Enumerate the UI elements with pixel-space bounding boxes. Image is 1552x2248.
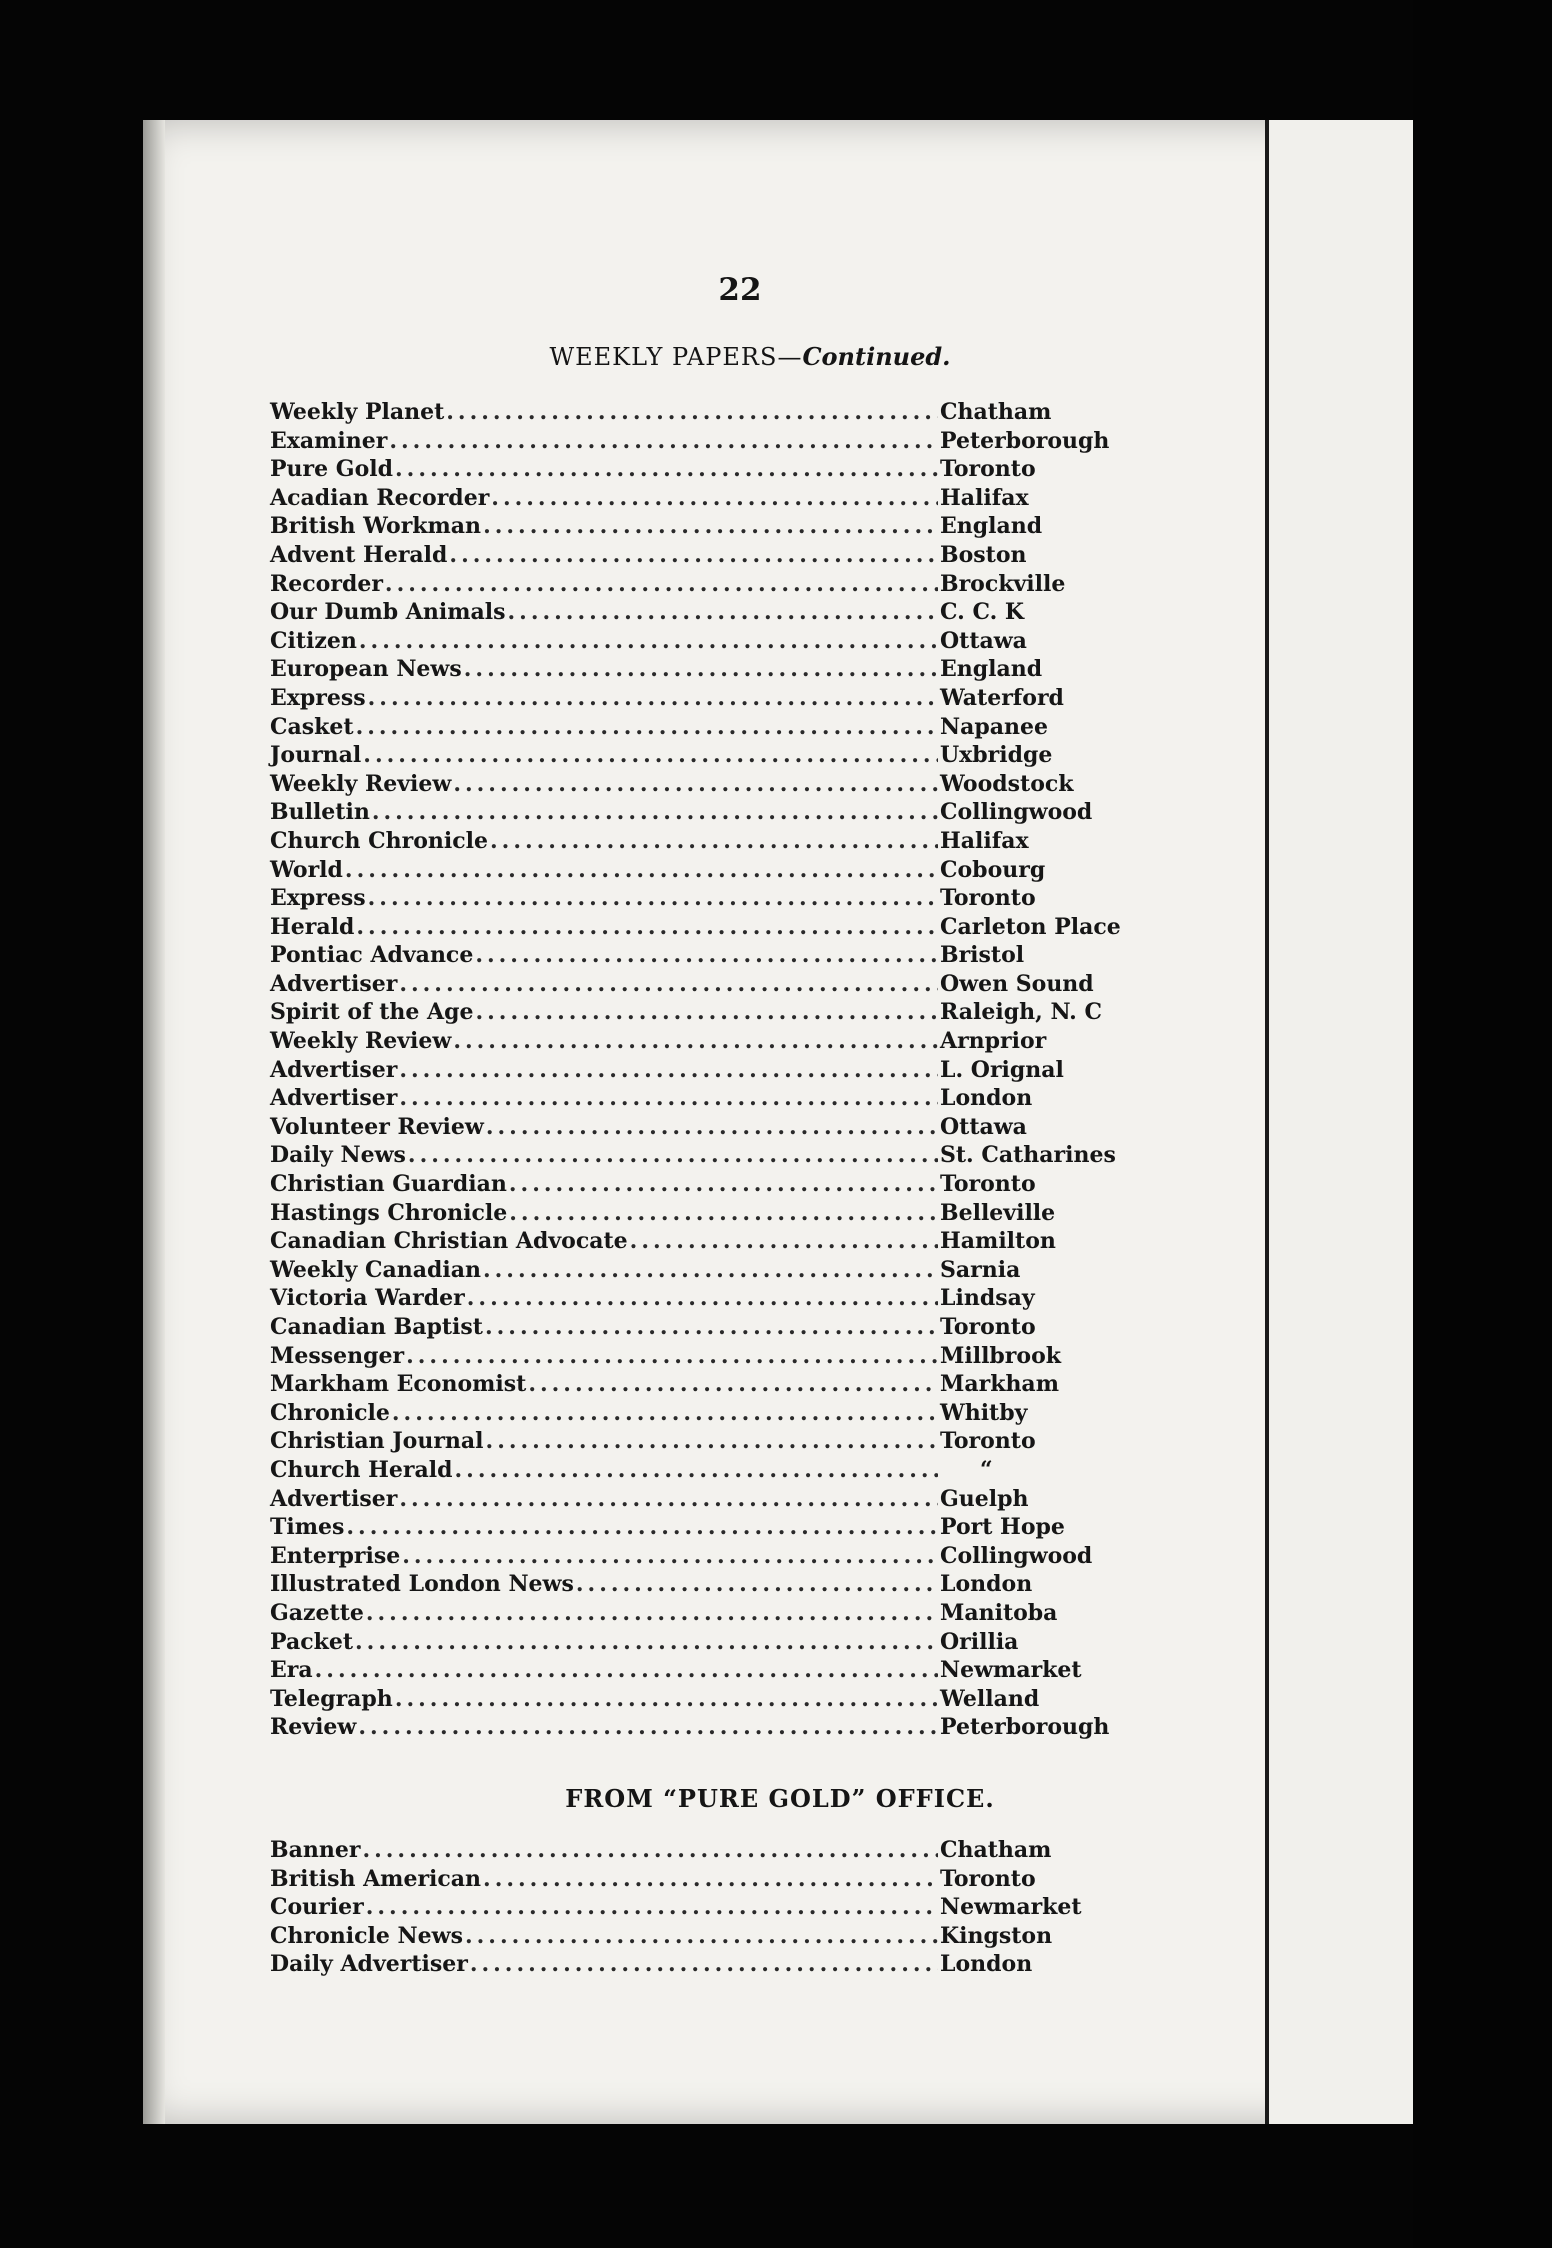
paper-name: Church Herald bbox=[270, 1456, 453, 1483]
paper-row bbox=[270, 1628, 1150, 1657]
paper-row bbox=[270, 1370, 1150, 1399]
paper-row bbox=[270, 1599, 1150, 1628]
paper-row bbox=[270, 570, 1150, 599]
paper-name: Bulletin bbox=[270, 799, 370, 826]
leader-dots bbox=[315, 1656, 938, 1685]
leader-dots bbox=[485, 1313, 938, 1342]
paper-row bbox=[270, 655, 1150, 684]
leader-dots bbox=[399, 1485, 938, 1514]
paper-place: Toronto bbox=[940, 456, 1036, 483]
paper-name: Advertiser bbox=[270, 1485, 398, 1512]
leader-dots bbox=[453, 770, 938, 799]
paper-row bbox=[270, 998, 1150, 1027]
paper-place: England bbox=[940, 656, 1043, 683]
heading-main: WEEKLY PAPERS— bbox=[549, 343, 803, 371]
paper-name: Examiner bbox=[270, 427, 388, 454]
office-paper-row bbox=[270, 1865, 1150, 1894]
paper-name: Christian Guardian bbox=[270, 1171, 507, 1198]
paper-name: Daily News bbox=[270, 1142, 406, 1169]
paper-name: Chronicle bbox=[270, 1399, 390, 1426]
leader-dots bbox=[368, 684, 938, 713]
leader-dots bbox=[366, 1893, 938, 1922]
leader-dots bbox=[491, 484, 938, 513]
leader-dots bbox=[490, 827, 938, 856]
paper-place: Collingwood bbox=[940, 1542, 1093, 1569]
paper-place: C. C. K bbox=[940, 599, 1025, 626]
paper-row bbox=[270, 1170, 1150, 1199]
paper-row bbox=[270, 941, 1150, 970]
office-paper-row bbox=[270, 1893, 1150, 1922]
paper-row bbox=[270, 1141, 1150, 1170]
paper-name: Recorder bbox=[270, 570, 383, 597]
paper-place: Toronto bbox=[940, 1314, 1036, 1340]
paper-name: Illustrated London News bbox=[270, 1571, 574, 1598]
leader-dots bbox=[483, 1256, 938, 1285]
leader-dots bbox=[385, 570, 938, 599]
paper-name: Times bbox=[270, 1514, 345, 1541]
paper-name: Herald bbox=[270, 913, 355, 940]
paper-row bbox=[270, 1399, 1150, 1428]
leader-dots bbox=[470, 1950, 938, 1979]
paper-place: Bristol bbox=[940, 942, 1025, 969]
paper-row bbox=[270, 455, 1150, 484]
paper-name: Canadian Christian Advocate bbox=[270, 1228, 628, 1255]
leader-dots bbox=[630, 1227, 938, 1256]
paper-place: Peterborough bbox=[940, 1714, 1110, 1741]
paper-row bbox=[270, 856, 1150, 885]
paper-row bbox=[270, 1542, 1150, 1571]
paper-place: Raleigh, N. C bbox=[940, 999, 1102, 1026]
paper-place: Halifax bbox=[940, 484, 1029, 511]
facing-page-edge bbox=[1265, 120, 1417, 2124]
paper-name: Gazette bbox=[270, 1599, 364, 1626]
paper-place: Toronto bbox=[940, 1865, 1036, 1892]
paper-place: Chatham bbox=[940, 1837, 1052, 1863]
paper-name: Chronicle News bbox=[270, 1922, 463, 1949]
leader-dots bbox=[509, 1199, 938, 1228]
leader-dots bbox=[399, 1056, 938, 1085]
leader-dots bbox=[372, 798, 938, 827]
paper-row bbox=[270, 913, 1150, 942]
office-paper-row bbox=[270, 1922, 1150, 1951]
paper-row bbox=[270, 427, 1150, 456]
paper-place: Kingston bbox=[940, 1922, 1053, 1949]
heading-continued: Continued. bbox=[802, 342, 951, 371]
paper-place: Woodstock bbox=[940, 770, 1074, 797]
paper-row bbox=[270, 1570, 1150, 1599]
paper-place: Ottawa bbox=[940, 1113, 1027, 1140]
paper-place: London bbox=[940, 1951, 1033, 1978]
paper-name: Pontiac Advance bbox=[270, 942, 474, 969]
page-number: 22 bbox=[718, 272, 762, 308]
leader-dots bbox=[465, 1922, 938, 1951]
leader-dots bbox=[475, 941, 938, 970]
paper-row bbox=[270, 598, 1150, 627]
paper-name: Weekly Planet bbox=[270, 399, 445, 425]
paper-name: Telegraph bbox=[270, 1685, 393, 1712]
paper-place: Toronto bbox=[940, 1428, 1036, 1455]
paper-place: Arnprior bbox=[940, 1028, 1047, 1055]
paper-place: Guelph bbox=[940, 1485, 1029, 1512]
pure-gold-office-list bbox=[270, 1836, 1150, 1979]
leader-dots bbox=[395, 455, 938, 484]
paper-name: Our Dumb Animals bbox=[270, 599, 506, 626]
paper-name: Weekly Review bbox=[270, 1028, 452, 1055]
leader-dots bbox=[399, 970, 938, 999]
paper-name: Express bbox=[270, 885, 366, 912]
paper-name: Victoria Warder bbox=[270, 1285, 465, 1312]
paper-name: Journal bbox=[270, 742, 362, 769]
paper-place: Chatham bbox=[940, 399, 1052, 425]
paper-place: Ottawa bbox=[940, 627, 1027, 654]
leader-dots bbox=[392, 1399, 938, 1428]
leader-dots bbox=[446, 398, 938, 427]
paper-place: Welland bbox=[940, 1685, 1040, 1712]
leader-dots bbox=[453, 1027, 938, 1056]
paper-place: London bbox=[940, 1571, 1033, 1598]
paper-name: Courier bbox=[270, 1894, 364, 1921]
paper-name: Weekly Review bbox=[270, 770, 452, 797]
leader-dots bbox=[576, 1570, 938, 1599]
paper-row bbox=[270, 827, 1150, 856]
leader-dots bbox=[395, 1685, 938, 1714]
page-edge bbox=[143, 120, 165, 2124]
paper-name: Advent Herald bbox=[270, 541, 448, 568]
paper-place: St. Catharines bbox=[940, 1142, 1116, 1169]
leader-dots bbox=[402, 1542, 938, 1571]
paper-place: Whitby bbox=[940, 1399, 1028, 1426]
paper-row bbox=[270, 884, 1150, 913]
paper-name: Church Chronicle bbox=[270, 827, 489, 854]
paper-name: Banner bbox=[270, 1837, 361, 1863]
leader-dots bbox=[346, 1513, 938, 1542]
leader-dots bbox=[345, 856, 938, 885]
leader-dots bbox=[368, 884, 938, 913]
leader-dots bbox=[356, 713, 938, 742]
paper-name: Packet bbox=[270, 1628, 354, 1655]
paper-place: Belleville bbox=[940, 1199, 1056, 1226]
paper-place: Orillia bbox=[940, 1628, 1019, 1655]
paper-name: Hastings Chronicle bbox=[270, 1199, 508, 1226]
paper-name: Weekly Canadian bbox=[270, 1256, 481, 1283]
paper-place: Waterford bbox=[940, 684, 1064, 711]
paper-row bbox=[270, 1227, 1150, 1256]
weekly-papers-list bbox=[270, 398, 1150, 1742]
paper-place: Toronto bbox=[940, 1171, 1036, 1198]
paper-row bbox=[270, 1084, 1150, 1113]
paper-place: Halifax bbox=[940, 827, 1029, 854]
paper-place: Uxbridge bbox=[940, 742, 1053, 769]
leader-dots bbox=[483, 1865, 938, 1894]
paper-name: Era bbox=[270, 1657, 313, 1684]
paper-place: Toronto bbox=[940, 885, 1036, 912]
paper-place: Collingwood bbox=[940, 799, 1093, 826]
leader-dots bbox=[389, 427, 938, 456]
paper-place: Manitoba bbox=[940, 1599, 1058, 1626]
paper-row bbox=[270, 1199, 1150, 1228]
leader-dots bbox=[406, 1342, 938, 1371]
leader-dots bbox=[486, 1427, 938, 1456]
paper-name: European News bbox=[270, 656, 462, 683]
paper-row bbox=[270, 1485, 1150, 1514]
paper-place: Napanee bbox=[940, 713, 1048, 740]
leader-dots bbox=[358, 1713, 938, 1742]
paper-row bbox=[270, 798, 1150, 827]
paper-name: Spirit of the Age bbox=[270, 999, 474, 1026]
paper-name: Review bbox=[270, 1714, 357, 1741]
paper-row bbox=[270, 713, 1150, 742]
paper-name: Christian Journal bbox=[270, 1428, 484, 1455]
paper-row bbox=[270, 1284, 1150, 1313]
paper-place: Carleton Place bbox=[940, 913, 1121, 940]
paper-name: Canadian Baptist bbox=[270, 1314, 483, 1340]
paper-place: “ bbox=[980, 1456, 993, 1483]
office-paper-row bbox=[270, 1950, 1150, 1979]
paper-name: Advertiser bbox=[270, 1056, 398, 1083]
paper-place: Boston bbox=[940, 541, 1027, 568]
paper-name: Casket bbox=[270, 713, 354, 740]
paper-name: Enterprise bbox=[270, 1542, 401, 1569]
paper-row bbox=[270, 1113, 1150, 1142]
paper-place: Markham bbox=[940, 1371, 1059, 1398]
paper-name: Daily Advertiser bbox=[270, 1951, 468, 1978]
leader-dots bbox=[449, 541, 938, 570]
scan-border bbox=[1413, 0, 1552, 2248]
leader-dots bbox=[356, 913, 938, 942]
paper-place: Newmarket bbox=[940, 1894, 1082, 1921]
paper-place: L. Orignal bbox=[940, 1056, 1064, 1083]
paper-place: England bbox=[940, 513, 1043, 540]
paper-row bbox=[270, 1513, 1150, 1542]
paper-place: London bbox=[940, 1085, 1033, 1112]
paper-row bbox=[270, 1685, 1150, 1714]
paper-row bbox=[270, 398, 1150, 427]
paper-row bbox=[270, 1456, 1150, 1485]
paper-row bbox=[270, 1313, 1150, 1342]
paper-row bbox=[270, 541, 1150, 570]
paper-place: Brockville bbox=[940, 570, 1066, 597]
paper-name: Citizen bbox=[270, 627, 357, 654]
leader-dots bbox=[359, 627, 938, 656]
leader-dots bbox=[355, 1628, 938, 1657]
leader-dots bbox=[467, 1284, 938, 1313]
paper-name: Express bbox=[270, 684, 366, 711]
leader-dots bbox=[362, 1836, 938, 1865]
leader-dots bbox=[399, 1084, 938, 1113]
paper-row bbox=[270, 684, 1150, 713]
paper-name: Volunteer Review bbox=[270, 1113, 484, 1140]
paper-place: Millbrook bbox=[940, 1342, 1061, 1369]
paper-place: Cobourg bbox=[940, 856, 1046, 883]
paper-row bbox=[270, 970, 1150, 999]
paper-row bbox=[270, 484, 1150, 513]
paper-name: Pure Gold bbox=[270, 456, 393, 483]
paper-place: Port Hope bbox=[940, 1514, 1065, 1541]
paper-name: British American bbox=[270, 1865, 482, 1892]
paper-name: Markham Economist bbox=[270, 1371, 527, 1398]
paper-row bbox=[270, 1427, 1150, 1456]
paper-row bbox=[270, 741, 1150, 770]
leader-dots bbox=[509, 1170, 938, 1199]
paper-place: Lindsay bbox=[940, 1285, 1035, 1312]
leader-dots bbox=[475, 998, 938, 1027]
paper-place: Peterborough bbox=[940, 427, 1110, 454]
leader-dots bbox=[363, 741, 938, 770]
leader-dots bbox=[483, 512, 938, 541]
leader-dots bbox=[528, 1370, 938, 1399]
paper-name: British Workman bbox=[270, 513, 482, 540]
paper-name: Messenger bbox=[270, 1342, 405, 1369]
leader-dots bbox=[408, 1141, 938, 1170]
paper-row bbox=[270, 770, 1150, 799]
leader-dots bbox=[464, 655, 938, 684]
paper-place: Hamilton bbox=[940, 1228, 1056, 1255]
paper-name: Acadian Recorder bbox=[270, 484, 490, 511]
leader-dots bbox=[455, 1456, 938, 1485]
paper-row bbox=[270, 1713, 1150, 1742]
paper-name: Advertiser bbox=[270, 970, 398, 997]
office-paper-row bbox=[270, 1836, 1150, 1865]
leader-dots bbox=[486, 1113, 938, 1142]
paper-place: Sarnia bbox=[940, 1256, 1021, 1283]
paper-place: Newmarket bbox=[940, 1657, 1082, 1684]
paper-row bbox=[270, 512, 1150, 541]
paper-row bbox=[270, 627, 1150, 656]
paper-name: World bbox=[270, 856, 343, 883]
section-heading bbox=[400, 342, 1100, 371]
paper-name: Advertiser bbox=[270, 1085, 398, 1112]
paper-row bbox=[270, 1027, 1150, 1056]
paper-place: Owen Sound bbox=[940, 970, 1094, 997]
paper-row bbox=[270, 1056, 1150, 1085]
paper-row bbox=[270, 1656, 1150, 1685]
paper-row bbox=[270, 1342, 1150, 1371]
leader-dots bbox=[508, 598, 938, 627]
paper-row bbox=[270, 1256, 1150, 1285]
section2-heading: FROM “PURE GOLD” OFFICE. bbox=[565, 1784, 995, 1813]
leader-dots bbox=[366, 1599, 938, 1628]
